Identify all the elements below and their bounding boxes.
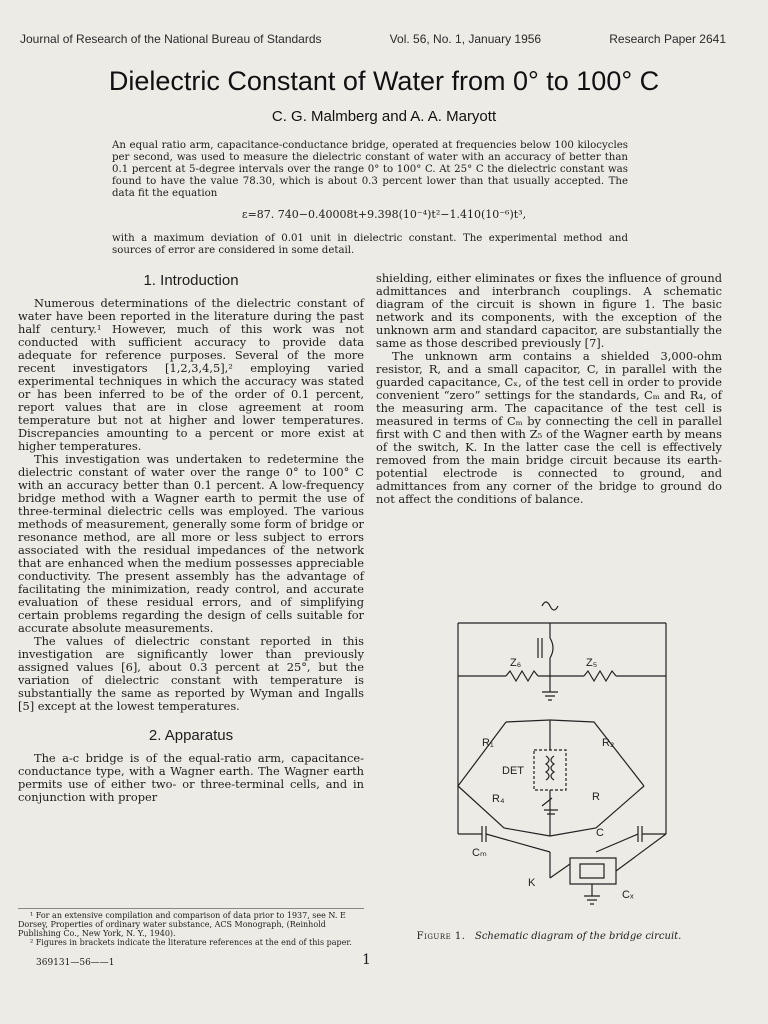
label-det: DET	[502, 765, 524, 777]
figure-1-bridge-circuit	[446, 596, 682, 922]
footnote-2: ² Figures in brackets indicate the literature references at the end of this paper.	[30, 938, 352, 947]
z6-resistor	[506, 671, 538, 681]
apparatus-paragraph-1-continued: shielding, either eliminates or fixes the influence of ground admittances and interbranch couplings. A schematic diagram of the circuit is shown in figure 1. The basic network and its components, with the exception of the unknown arm and standard capacitor, are substantially the same as those described previously [7].	[376, 271, 722, 350]
label-r1: R₁	[482, 737, 494, 749]
footnote-1: ¹ For an extensive compilation and comparison of data prior to 1937, see N. E Dorsey, Properties of ordinary water substance, ACS Monograph, (Reinhold Publishing Co., New York, N. Y., 1940).	[18, 911, 346, 938]
apparatus-paragraph-2: The unknown arm contains a shielded 3,000-ohm resistor, R, and a small capacitor, C, in parallel with the guarded capacitance, Cₓ, of the test cell in order to provide convenient “zero” settings for the standards, Cₘ and R₄, of the measuring arm. The capacitance of the test cell is measured in terms of Cₘ by connecting the cell in parallel first with C and then with Z₅ of the Wagner earth by means of the switch, K. In the latter case the cell is effectively removed from the main bridge circuit because its earth-potential electrode is connected to ground, and admittances from any corner of the bridge to ground do not affect the conditions of balance.	[376, 349, 722, 506]
printer-folio: 369131—56——1	[36, 958, 115, 968]
paper-title: Dielectric Constant of Water from 0° to 100° C	[108, 66, 660, 96]
label-r: R	[592, 791, 600, 803]
c-capacitor	[638, 826, 642, 842]
label-cx: Cₓ	[622, 889, 634, 901]
z5-resistor	[584, 671, 616, 681]
right-column	[376, 272, 722, 506]
abstract-equation: ε=87. 740−0.40008t+9.398(10⁻⁴)t²−1.410(10⁻⁶)t³,	[241, 208, 527, 221]
paper-authors: C. G. Malmberg and A. A. Maryott	[271, 108, 497, 125]
label-r4: R₄	[492, 793, 505, 805]
label-z5: Z₅	[586, 657, 598, 669]
cm-capacitor	[482, 826, 486, 842]
arm-r1-wire-a	[458, 722, 506, 786]
volume-info: Vol. 56, No. 1, January 1956	[389, 32, 542, 46]
label-k: K	[528, 877, 536, 889]
test-cell-to-right	[616, 834, 666, 871]
wagner-ground	[542, 692, 558, 700]
section-heading-introduction: 1. Introduction	[143, 272, 239, 289]
ac-source-symbol	[542, 602, 558, 610]
switch-k-blade	[550, 864, 570, 878]
bridge-circuit-diagram	[446, 596, 682, 922]
apparatus-paragraph-1: The a-c bridge is of the equal-ratio arm, capacitance-conductance type, with a Wagner earth. The Wagner earth permits use of either two- or three-terminal cells, and in conjunction with proper	[18, 751, 364, 804]
detector-box	[534, 750, 566, 790]
page-number: 1	[362, 952, 371, 968]
abstract-part-2: with a maximum deviation of 0.01 unit in dielectric constant. The experimental method and sources of error are considered in some detail.	[112, 233, 628, 256]
arm-r2-wire	[550, 720, 644, 786]
figure-caption-label: Figure 1.	[416, 931, 466, 942]
figure-caption	[376, 931, 722, 942]
test-cell-electrode	[580, 864, 604, 878]
label-c: C	[596, 827, 604, 839]
intro-paragraph-1: Numerous determinations of the dielectric constant of water have been reported in the literature during the past half century.¹ However, much of this work was not conducted with sufficient accuracy to provide data adequate for reference purposes. Several of the more recent investigators [1,2,3,4,5],² employing varied experimental techniques in which the accuracy was stated or has been inferred to be of the order of 0.1 percent, report values that are in close agreement at room temperature but not at higher and lower temperatures. Discrepancies amounting to a percent or more exist at higher temperatures.	[18, 296, 364, 453]
label-z6: Z₆	[510, 657, 522, 669]
running-head	[20, 32, 726, 46]
arm-r1-wire-b	[506, 720, 550, 722]
wagner-capacitor-plate-right	[550, 638, 553, 658]
cm-to-bottom	[486, 834, 550, 852]
abstract-part-1: An equal ratio arm, capacitance-conductance bridge, operated at frequencies below 100 kilocycles per second, was used to measure the dielectric constant of water with an accuracy of better than 0.1 percent at 5-degree intervals over the range 0° to 100° C. At 25° C the dielectric constant was found to have the value 78.30, which is about 0.3 percent lower than that usually accepted. The data fit the equation	[112, 140, 628, 199]
paper-number: Research Paper 2641	[609, 32, 726, 46]
journal-name: Journal of Research of the National Bureau of Standards	[20, 32, 322, 46]
figure-caption-text: Schematic diagram of the bridge circuit.	[474, 931, 682, 942]
intro-paragraph-2: This investigation was undertaken to redetermine the dielectric constant of water over the range 0° to 100° C with an accuracy better than 0.1 percent. A low-frequency bridge method with a Wagner earth to permit the use of three-terminal dielectric cells was employed. The various methods of measurement, generally some form of bridge or resonance method, are all more or less subject to errors associated with the residual impedances of the network that are enhanced when the medium possesses appreciable conductivity. The present assembly has the advantage of facilitating the minimization, ready control, and accurate evaluation of these residual errors, and of simplifying certain problems regarding the design of cells suitable for accurate absolute measurements.	[18, 452, 364, 635]
intro-paragraph-3: The values of dielectric constant reported in this investigation are significantly lower than previously assigned values [6], about 0.3 percent at 25°, but the variation of dielectric constant with temperature is substantially the same as reported by Wyman and Ingalls [5] except at the lowest temperatures.	[18, 634, 364, 713]
test-cell-ground	[584, 896, 600, 904]
detector-transformer	[546, 756, 554, 780]
wagner-capacitor-plate-left	[538, 638, 542, 658]
section-heading-apparatus: 2. Apparatus	[148, 727, 234, 744]
footnotes	[18, 908, 364, 947]
label-cm: Cₘ	[472, 847, 487, 859]
test-cell-shield	[570, 858, 616, 884]
label-r2: R₂	[602, 737, 615, 749]
left-column	[18, 268, 364, 804]
